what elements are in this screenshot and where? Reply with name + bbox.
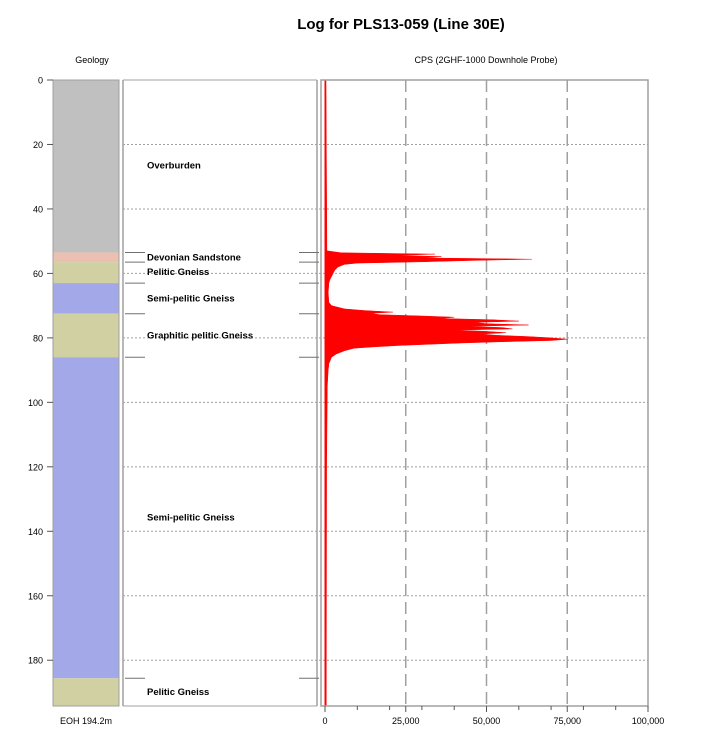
chart-title: Log for PLS13-059 (Line 30E) xyxy=(297,16,505,33)
geology-interval xyxy=(53,262,119,283)
unit-label: Semi-pelitic Gneiss xyxy=(147,512,235,524)
depth-tick-label: 60 xyxy=(32,268,43,279)
geology-interval xyxy=(53,283,119,314)
cps-tick-label: 0 xyxy=(322,716,328,726)
cps-tick-label: 75,000 xyxy=(553,716,582,726)
unit-label: Pelitic Gneiss xyxy=(147,686,210,698)
geology-header: Geology xyxy=(75,55,109,65)
geology-interval xyxy=(53,314,119,358)
depth-tick-label: 100 xyxy=(27,397,43,408)
depth-tick-label: 140 xyxy=(27,526,43,537)
cps-tick-label: 50,000 xyxy=(472,716,501,726)
cps-track-frame xyxy=(321,80,648,706)
depth-gridlines xyxy=(123,144,648,660)
unit-label: Overburden xyxy=(147,160,201,172)
cps-header: CPS (2GHF-1000 Downhole Probe) xyxy=(414,55,558,65)
unit-label: Semi-pelitic Gneiss xyxy=(147,293,235,305)
unit-label: Graphitic pelitic Gneiss xyxy=(147,330,254,342)
cps-vertical-gridlines xyxy=(406,80,568,706)
depth-tick-label: 120 xyxy=(27,462,43,473)
cps-tick-label: 25,000 xyxy=(391,716,420,726)
depth-axis xyxy=(28,76,53,666)
geology-strip xyxy=(53,80,119,706)
unit-label: Pelitic Gneiss xyxy=(147,266,210,278)
geology-interval xyxy=(53,252,119,262)
eoh-label: EOH 194.2m xyxy=(59,716,113,726)
depth-tick-label: 160 xyxy=(27,591,43,602)
unit-labels xyxy=(147,160,253,697)
depth-tick-label: 40 xyxy=(32,204,43,215)
cps-axis xyxy=(322,706,664,726)
track-frames xyxy=(53,80,648,706)
depth-tick-label: 20 xyxy=(32,139,43,150)
depth-tick-label: 80 xyxy=(32,333,43,344)
depth-tick-label: 180 xyxy=(27,655,43,666)
cps-area xyxy=(325,80,567,706)
geology-interval xyxy=(53,678,119,706)
cps-trace xyxy=(325,80,567,706)
unit-label: Devonian Sandstone xyxy=(147,252,241,264)
depth-tick-label: 0 xyxy=(37,75,43,86)
geology-interval xyxy=(53,357,119,678)
geology-interval xyxy=(53,80,119,252)
cps-tick-label: 100,000 xyxy=(631,716,665,726)
